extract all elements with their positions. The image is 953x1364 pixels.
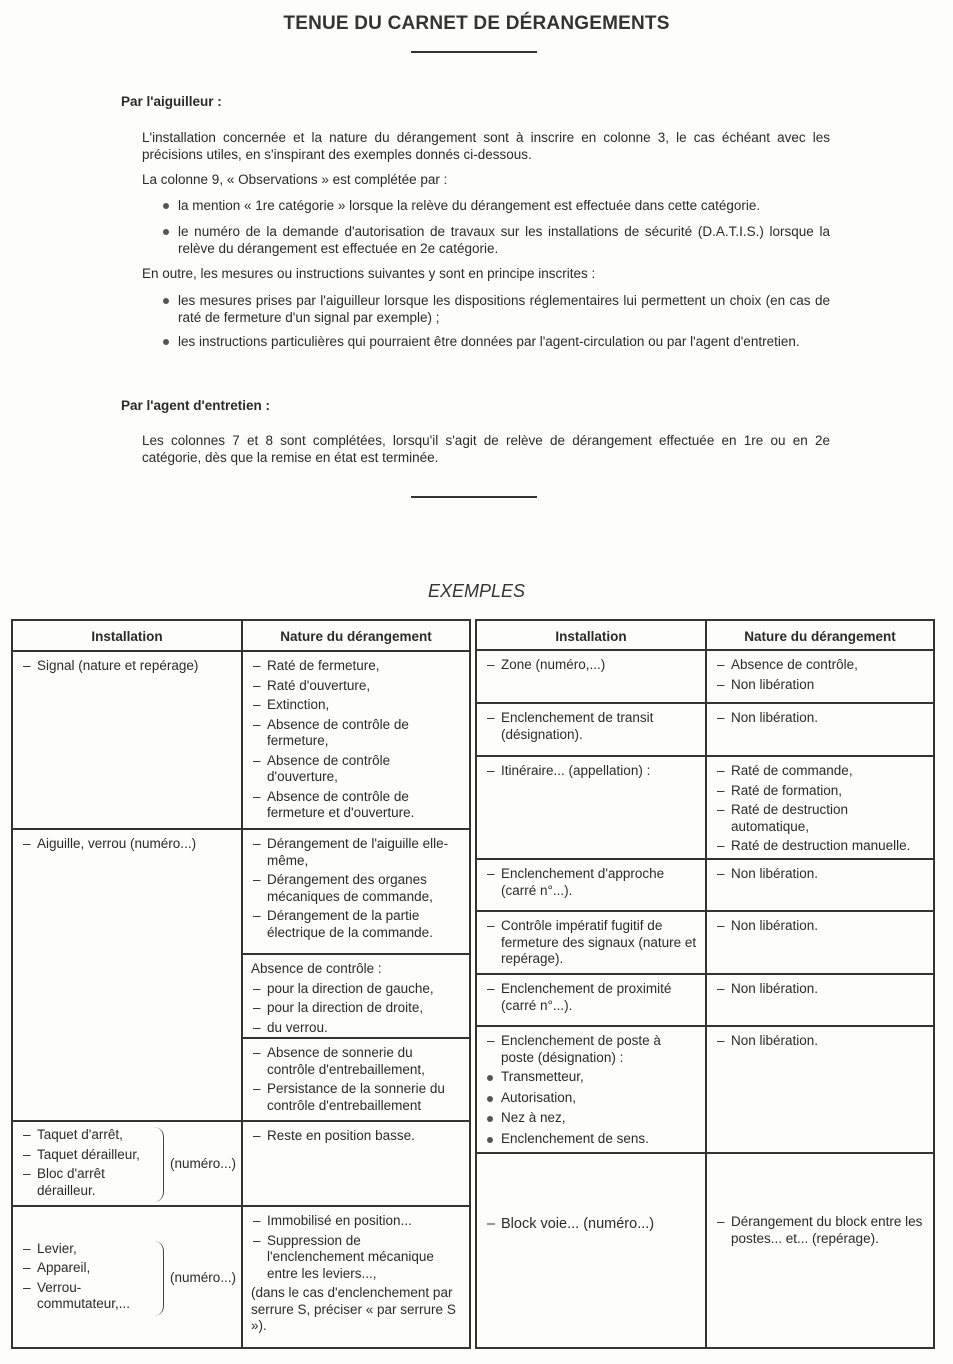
nature-cell bbox=[707, 704, 933, 757]
bullet-item: Transmetteur, bbox=[485, 1069, 697, 1086]
title-divider bbox=[411, 51, 537, 53]
cell-text: Absence de contrôle : bbox=[251, 961, 382, 976]
dash-item: – Enclenchement d'approche (carré n°...). bbox=[485, 866, 697, 899]
paragraph: L'installation concernée et la nature du dérangement sont à inscrire en colonne 3, le cas échéant avec les précisions utiles, en s'inspirant des exemples donnés ci-dessous. bbox=[142, 130, 830, 162]
installation-cell bbox=[13, 830, 243, 1122]
dash-item: – Absence de contrôle de fermeture, bbox=[251, 717, 461, 750]
page-title: TENUE DU CARNET DE DÉRANGEMENTS bbox=[283, 13, 670, 34]
nature-cell bbox=[243, 1122, 469, 1207]
dash-item: – Dérangement du block entre les postes... et... (repérage). bbox=[715, 1214, 925, 1247]
section-heading-aiguilleur: Par l'aiguilleur : bbox=[121, 94, 222, 109]
dash-item: – Absence de contrôle, bbox=[715, 657, 925, 674]
bullet-item: le numéro de la demande d'autorisation de travaux sur les installations de sécurité (D.A.T.I.S.) lorsque la relève du dérangement est effectuée en 2e catégorie. bbox=[162, 224, 830, 257]
bullet-item: les mesures prises par l'aiguilleur lorsque les dispositions réglementaires lui permettent un choix (en cas de raté de fermeture d'un signal par exemple) ; bbox=[162, 293, 830, 326]
paragraph: Les colonnes 7 et 8 sont complétées, lorsqu'il s'agit de relève de dérangement effectuée en 1re ou en 2e catégorie, dès que la remise en état est terminée. bbox=[142, 433, 830, 465]
column-header: Nature du dérangement bbox=[243, 621, 469, 652]
nature-cell bbox=[707, 757, 933, 860]
dash-item: – Contrôle impératif fugitif de fermeture des signaux (nature et repérage). bbox=[485, 918, 697, 968]
cell-text: (dans le cas d'enclenchement par serrure S, préciser « par serrure S »). bbox=[251, 1285, 456, 1333]
dash-item: – Dérangement de l'aiguille elle-même, bbox=[251, 836, 461, 869]
dash-item: – Non libération. bbox=[715, 866, 925, 883]
dash-item: – Enclenchement de poste à poste (désignation) : bbox=[485, 1033, 697, 1066]
dash-item: – Non libération. bbox=[715, 918, 925, 935]
dash-item: – Enclenchement de proximité (carré n°...). bbox=[485, 981, 697, 1014]
dash-item: – Verrou-commutateur,... bbox=[21, 1280, 159, 1313]
installation-cell bbox=[477, 651, 707, 704]
dash-item: – Appareil, bbox=[21, 1260, 159, 1277]
brace-group bbox=[21, 1127, 237, 1202]
dash-item: – Raté de destruction automatique, bbox=[715, 802, 925, 835]
column-header: Installation bbox=[13, 621, 243, 652]
dash-item: – Raté de destruction manuelle. bbox=[715, 838, 925, 855]
nature-cell bbox=[707, 1154, 933, 1347]
examples-table-right bbox=[475, 619, 935, 1349]
dash-item: – Raté de fermeture, bbox=[251, 658, 461, 675]
section-divider bbox=[411, 496, 537, 498]
brace-list bbox=[21, 1127, 164, 1202]
dash-item: – Absence de contrôle d'ouverture, bbox=[251, 753, 461, 786]
nature-cell bbox=[243, 1039, 469, 1122]
dash-item: – Non libération. bbox=[715, 1033, 925, 1050]
bullet-item: Enclenchement de sens. bbox=[485, 1131, 697, 1148]
nature-cell bbox=[707, 1027, 933, 1154]
nature-cell bbox=[707, 860, 933, 912]
dash-item: – Taquet dérailleur, bbox=[21, 1147, 159, 1164]
nature-cell bbox=[243, 955, 469, 1039]
dash-item: – Dérangement des organes mécaniques de commande, bbox=[251, 872, 461, 905]
brace-group bbox=[21, 1240, 237, 1316]
dash-item: – Absence de contrôle de fermeture et d'ouverture. bbox=[251, 789, 461, 822]
installation-cell bbox=[477, 1027, 707, 1154]
brace-label: (numéro...) bbox=[170, 1156, 237, 1172]
brace-list bbox=[21, 1241, 164, 1316]
examples-title: EXEMPLES bbox=[427, 581, 526, 601]
installation-cell bbox=[477, 704, 707, 757]
dash-item: – Bloc d'arrêt dérailleur. bbox=[21, 1166, 159, 1199]
dash-item: – Signal (nature et repérage) bbox=[21, 658, 233, 675]
installation-cell bbox=[477, 757, 707, 860]
bullet-item: Nez à nez, bbox=[485, 1110, 697, 1127]
dash-item: – pour la direction de droite, bbox=[251, 1000, 461, 1017]
nature-cell bbox=[707, 975, 933, 1027]
dash-item: – Enclenchement de transit (désignation). bbox=[485, 710, 697, 743]
dash-item: – Zone (numéro,...) bbox=[485, 657, 697, 674]
dash-item: – Dérangement de la partie électrique de la commande. bbox=[251, 908, 461, 941]
dash-item: – Levier, bbox=[21, 1241, 159, 1258]
bullet-item: Autorisation, bbox=[485, 1090, 697, 1107]
dash-item: – Taquet d'arrêt, bbox=[21, 1127, 159, 1144]
dash-item: – Non libération. bbox=[715, 981, 925, 998]
dash-item: – Raté de formation, bbox=[715, 783, 925, 800]
dash-item: – Block voie... (numéro...) bbox=[485, 1216, 697, 1233]
nature-cell bbox=[243, 830, 469, 955]
installation-cell bbox=[477, 1154, 707, 1347]
dash-item: – Raté de commande, bbox=[715, 763, 925, 780]
examples-table-left bbox=[11, 619, 471, 1349]
installation-cell bbox=[13, 652, 243, 830]
nature-cell bbox=[243, 1207, 469, 1347]
dash-item: – Extinction, bbox=[251, 697, 461, 714]
bullet-item: les instructions particulières qui pourraient être données par l'agent-circulation ou par l'agent d'entretien. bbox=[162, 334, 830, 351]
column-header: Installation bbox=[477, 621, 707, 651]
column-header: Nature du dérangement bbox=[707, 621, 933, 651]
installation-cell bbox=[13, 1207, 243, 1347]
dash-item: – Non libération. bbox=[715, 710, 925, 727]
installation-cell bbox=[477, 912, 707, 975]
dash-item: – Aiguille, verrou (numéro...) bbox=[21, 836, 233, 853]
nature-cell bbox=[707, 912, 933, 975]
installation-cell bbox=[13, 1122, 243, 1207]
dash-item: – Immobilisé en position... bbox=[251, 1213, 461, 1230]
nature-cell bbox=[243, 652, 469, 830]
dash-item: – du verrou. bbox=[251, 1020, 461, 1037]
paragraph: La colonne 9, « Observations » est complétée par : bbox=[142, 172, 448, 187]
dash-item: – Raté d'ouverture, bbox=[251, 678, 461, 695]
dash-item: – Reste en position basse. bbox=[251, 1128, 461, 1145]
section-heading-agent-entretien: Par l'agent d'entretien : bbox=[121, 398, 270, 413]
bullet-item: la mention « 1re catégorie » lorsque la relève du dérangement est effectuée dans cette catégorie. bbox=[162, 198, 830, 215]
dash-item: – Non libération bbox=[715, 677, 925, 694]
installation-cell bbox=[477, 860, 707, 912]
nature-cell bbox=[707, 651, 933, 704]
dash-item: – Suppression de l'enclenchement mécanique entre les leviers..., bbox=[251, 1233, 461, 1283]
brace-label: (numéro...) bbox=[170, 1269, 237, 1285]
dash-item: – pour la direction de gauche, bbox=[251, 981, 461, 998]
dash-item: – Persistance de la sonnerie du contrôle d'entrebaillement bbox=[251, 1081, 461, 1114]
dash-item: – Itinéraire... (appellation) : bbox=[485, 763, 697, 780]
installation-cell bbox=[477, 975, 707, 1027]
dash-item: – Absence de sonnerie du contrôle d'entrebaillement, bbox=[251, 1045, 461, 1078]
paragraph: En outre, les mesures ou instructions suivantes y sont en principe inscrites : bbox=[142, 266, 596, 281]
